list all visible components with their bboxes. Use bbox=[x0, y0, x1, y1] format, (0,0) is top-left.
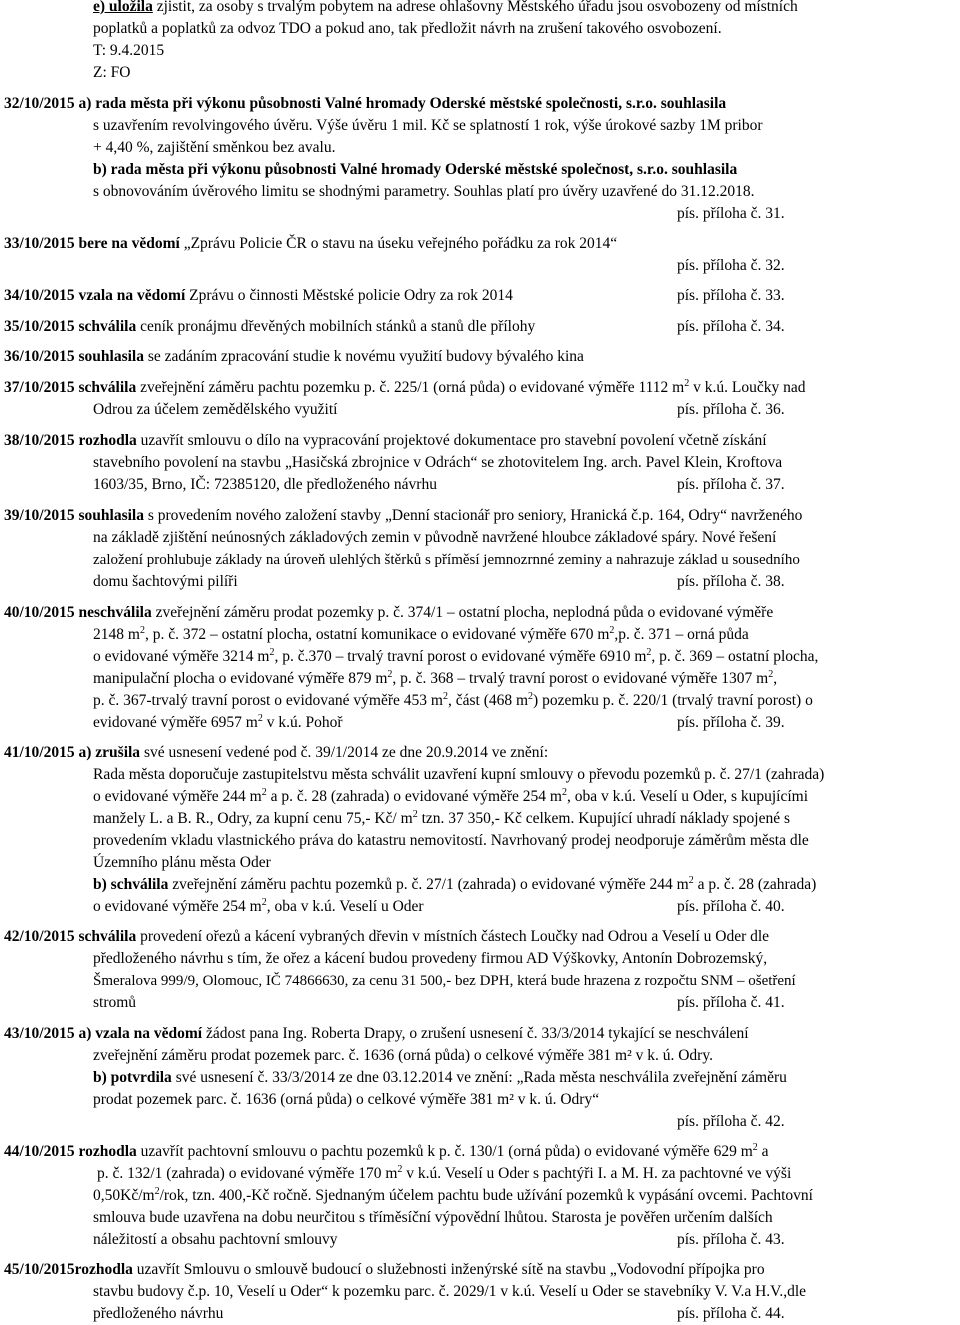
superscript: 2 bbox=[269, 646, 275, 658]
resolution-text: 2148 m bbox=[93, 626, 140, 643]
resolution-number: 43/10/2015 bbox=[4, 1025, 75, 1042]
resolution-text: provedení ořezů a kácení vybraných dřevin v místních částech Loučky nad Odrou a Veselí u Oder dle bbox=[136, 928, 770, 945]
resolution-text: žádost pana Ing. Roberta Drapy, o zrušení usnesení č. 33/3/2014 tykající se neschválení bbox=[202, 1025, 749, 1042]
resolution-32-line-3: + 4,40 %, zajištění směnkou bez avalu. bbox=[93, 139, 336, 156]
resolution-36 bbox=[4, 346, 584, 368]
superscript: 2 bbox=[442, 690, 448, 702]
resolution-40-line-4 bbox=[93, 668, 777, 690]
resolution-38-line-2: stavebního povolení na stavbu „Hasičská zbrojnice v Odrách“ se zhotovitelem Ing. arch. Pavel Klein, Kroftova bbox=[93, 454, 783, 471]
resolution-number: 42/10/2015 bbox=[4, 928, 75, 945]
attachment-ref: pís. příloha č. 43. bbox=[677, 1231, 785, 1248]
resolution-text: své usnesení č. 33/3/2014 ze dne 03.12.2014 ve znění: „Rada města neschválila zveřejnění záměru bbox=[171, 1069, 787, 1086]
resolution-41-quote-1: Rada města doporučuje zastupitelstvu města schválit uzavření kupní smlouvy o převodu pozemků p. č. 27/1 (zahrada) bbox=[93, 766, 825, 783]
resolution-number: 32/10/2015 bbox=[4, 95, 75, 112]
resolution-43-line-2: zveřejnění záměru prodat pozemek parc. č. 1636 (orná půda) o celkové výměře 381 m² v k. ú. Odry. bbox=[93, 1047, 713, 1064]
resolution-41-quote-5: Územního plánu města Oder bbox=[93, 854, 271, 871]
attachment-ref: pís. příloha č. 41. bbox=[677, 994, 785, 1011]
resolution-verb: souhlasila bbox=[78, 507, 144, 524]
superscript: 2 bbox=[646, 646, 652, 658]
resolution-43-line-4: prodat pozemek parc. č. 1636 (orná půda) o celkové výměře 381 m² v k. ú. Odry“ bbox=[93, 1091, 600, 1108]
resolution-43-line-3 bbox=[93, 1067, 787, 1089]
resolution-37-line-2: Odrou za účelem zemědělského využití bbox=[93, 401, 338, 418]
resolution-text: a p. č. 28 (zahrada) bbox=[693, 876, 817, 893]
resolution-40-line-3 bbox=[93, 646, 818, 668]
resolution-text: zveřejnění záměru pachtu pozemku p. č. 225/1 (orná půda) o evidované výměře 1112 m bbox=[136, 379, 685, 396]
intro-text: zjistit, za osoby s trvalým pobytem na adrese ohlašovny Městského úřadu jsou osvobozeny od místních bbox=[152, 0, 798, 15]
resolution-text: 0,50Kč/m bbox=[93, 1187, 155, 1204]
resolution-text: , p. č. 369 – ostatní plocha, bbox=[651, 648, 819, 665]
resolution-verb: neschválila bbox=[78, 604, 152, 621]
resolution-text: s provedením nového založení stavby „Denní stacionář pro seniory, Hranická č.p. 164, Odry“ navrženého bbox=[143, 507, 803, 524]
resolution-number: 36/10/2015 bbox=[4, 348, 75, 365]
resolution-verb: a) zrušila bbox=[74, 744, 141, 761]
resolution-43-line-1 bbox=[4, 1023, 749, 1045]
superscript: 2 bbox=[261, 896, 267, 908]
resolution-number: 35/10/2015 bbox=[4, 318, 75, 335]
superscript: 2 bbox=[139, 624, 145, 636]
resolution-verb: schválila bbox=[78, 318, 137, 335]
resolution-40-line-6 bbox=[93, 712, 343, 734]
resolution-text: a bbox=[757, 1143, 769, 1160]
resolution-text: uzavřít smlouvu o dílo na vypracování projektové dokumentace pro stavební povolení včetně získání bbox=[136, 432, 767, 449]
resolution-verb: souhlasila bbox=[78, 348, 144, 365]
attachment-ref: pís. příloha č. 39. bbox=[677, 714, 785, 731]
resolution-32-line-1 bbox=[4, 93, 726, 115]
resolution-text: o evidované výměře 244 m bbox=[93, 788, 262, 805]
resolution-39-line-3: založení prohlubuje základy na úroveň ulehlých štěrků s příměsí jemnozrnné zeminy a nahrazuje základ u sousedního bbox=[93, 552, 800, 568]
attachment-ref: pís. příloha č. 42. bbox=[677, 1113, 785, 1130]
resolution-text: a p. č. 28 (zahrada) o evidované výměře 254 m bbox=[266, 788, 562, 805]
resolution-33-line-1 bbox=[4, 233, 617, 255]
intro-line-2: poplatků a poplatků za odvoz TDO a pokud ano, tak předložit návrh na zrušení takového osvobození. bbox=[93, 20, 722, 37]
resolution-text: ceník pronájmu dřevěných mobilních stánků a stanů dle přílohy bbox=[136, 318, 536, 335]
resolution-text: /rok, tzn. 400,-Kč ročně. Sjednaným účelem pachtu bude užívání pozemků k vypásání ovcemi. Pachtovní bbox=[159, 1187, 813, 1204]
resolution-41-line-b1 bbox=[93, 874, 816, 896]
attachment-ref: pís. příloha č. 31. bbox=[677, 205, 785, 222]
resolution-number: 37/10/2015 bbox=[4, 379, 75, 396]
resolution-verb: schválila bbox=[78, 928, 137, 945]
superscript: 2 bbox=[561, 786, 567, 798]
resolution-39-line-4: domu šachtovými pilíři bbox=[93, 573, 238, 590]
resolution-38-line-3: 1603/35, Brno, IČ: 72385120, dle předloženého návrhu bbox=[93, 476, 437, 493]
resolution-text: evidované výměře 6957 m bbox=[93, 714, 258, 731]
resolution-text: ) pozemku p. č. 220/1 (trvalý travní porost) o bbox=[533, 692, 813, 709]
resolution-44-line-4: smlouva bude uzavřena na dobu neurčitou s tříměsíční výpovědní lhůtou. Starosta je pověřen určením dalších bbox=[93, 1209, 773, 1226]
resolution-number: 45/10/2015 bbox=[4, 1261, 75, 1278]
intro-line-1 bbox=[93, 0, 798, 18]
resolution-text: , p. č. 372 – ostatní plocha, ostatní komunikace o evidované výměře 670 m bbox=[144, 626, 610, 643]
resolution-verb: bere na vědomí bbox=[78, 235, 180, 252]
resolution-41-quote-2 bbox=[93, 786, 808, 808]
superscript: 2 bbox=[684, 377, 690, 389]
resolution-text: v k.ú. Pohoř bbox=[262, 714, 343, 731]
resolution-40-line-5 bbox=[93, 690, 813, 712]
resolution-verb: schválila bbox=[78, 379, 137, 396]
resolution-verb: vzala na vědomí bbox=[78, 287, 186, 304]
resolution-text: uzavřít pachtovní smlouvu o pachtu pozemků k p. č. 130/1 (orná půda) o evidované výměře 629 m bbox=[136, 1143, 753, 1160]
resolution-text: , část (468 m bbox=[447, 692, 529, 709]
resolution-text: Zprávu o činnosti Městské policie Odry za rok 2014 bbox=[185, 287, 513, 304]
resolution-number: 44/10/2015 bbox=[4, 1143, 75, 1160]
resolution-number: 33/10/2015 bbox=[4, 235, 75, 252]
resolution-verb: rozhodla bbox=[78, 432, 137, 449]
resolution-44-line-2 bbox=[97, 1163, 791, 1185]
resolution-number: 38/10/2015 bbox=[4, 432, 75, 449]
resolution-39-line-2: na základě zjištění neúnosných základových zemin v původně navržené hloubce základové spáry. Nové řešení bbox=[93, 529, 777, 546]
resolution-40-line-2 bbox=[93, 624, 749, 646]
attachment-ref: pís. příloha č. 32. bbox=[677, 257, 785, 274]
resolution-verb: b) schválila bbox=[93, 876, 169, 893]
resolution-text: p. č. 132/1 (zahrada) o evidované výměře 170 m bbox=[97, 1165, 398, 1182]
resolution-44-line-3 bbox=[93, 1185, 813, 1207]
resolution-32-line-5: s obnovováním úvěrového limitu se shodnými parametry. Souhlas platí pro úvěry uzavřené do 31.12.2018. bbox=[93, 183, 755, 200]
resolution-37-line-1 bbox=[4, 377, 805, 399]
resolution-verb: rozhodla bbox=[74, 1261, 133, 1278]
superscript: 2 bbox=[768, 668, 774, 680]
resolution-34 bbox=[4, 285, 513, 307]
superscript: 2 bbox=[752, 1141, 758, 1153]
resolution-45-line-1 bbox=[4, 1259, 765, 1281]
superscript: 2 bbox=[528, 690, 534, 702]
resolution-verb: rozhodla bbox=[78, 1143, 137, 1160]
attachment-ref: pís. příloha č. 36. bbox=[677, 401, 785, 418]
superscript: 2 bbox=[397, 1163, 403, 1175]
resolution-text: o evidované výměře 254 m bbox=[93, 898, 262, 915]
resolution-44-line-1 bbox=[4, 1141, 769, 1163]
resolution-42-line-2: předloženého návrhu s tím, že ořez a kácení budou provedeny firmou AD Výškovky, Antonín Dobrozemský, bbox=[93, 950, 768, 967]
superscript: 2 bbox=[688, 874, 694, 886]
resolution-42-line-3: Šmeralova 999/9, Olomouc, IČ 74866630, za cenu 31 500,- bez DPH, která bude hrazena z rozpočtu SNM – ošetření bbox=[93, 973, 796, 989]
resolution-text: p. č. 367-trvalý travní porost o evidované výměře 453 m bbox=[93, 692, 443, 709]
resolution-32-line-4: b) rada města při výkonu působnosti Valné hromady Oderské městské společnost, s.r.o. souhlasila bbox=[93, 161, 738, 178]
resolution-text: manžely L. a B. R., Odry, za kupní cenu 75,- Kč/ m bbox=[93, 810, 413, 827]
resolution-verb: a) vzala na vědomí bbox=[74, 1025, 203, 1042]
resolution-text: , p. č. 368 – trvalý travní porost o evidované výměře 1307 m bbox=[392, 670, 769, 687]
superscript: 2 bbox=[609, 624, 615, 636]
resolution-number: 34/10/2015 bbox=[4, 287, 75, 304]
resolution-41-line-1 bbox=[4, 742, 548, 764]
resolution-text: zveřejnění záměru pachtu pozemků p. č. 27/1 (zahrada) o evidované výměře 244 m bbox=[168, 876, 689, 893]
resolution-text: „Zprávu Policie ČR o stavu na úseku veřejného pořádku za rok 2014“ bbox=[179, 235, 618, 252]
resolution-text: zveřejnění záměru prodat pozemky p. č. 374/1 – ostatní plocha, neplodná půda o evidované výměře bbox=[151, 604, 774, 621]
attachment-ref: pís. příloha č. 34. bbox=[677, 318, 785, 335]
superscript: 2 bbox=[154, 1185, 160, 1197]
resolution-text: v k.ú. Veselí u Oder s pachtýři I. a M. H. za pachtovné ve výši bbox=[402, 1165, 792, 1182]
resolution-verb: b) potvrdila bbox=[93, 1069, 172, 1086]
resolution-45-line-3: předloženého návrhu bbox=[93, 1305, 224, 1322]
superscript: 2 bbox=[261, 786, 267, 798]
resolution-41-quote-4: provedením vkladu vlastnického práva do katastru nemovitostí. Navrhovaný prodej neodporuje záměrům města dle bbox=[93, 832, 809, 849]
resolution-41-line-b2 bbox=[93, 896, 424, 918]
resolution-number: 39/10/2015 bbox=[4, 507, 75, 524]
responsible: Z: FO bbox=[93, 64, 131, 81]
attachment-ref: pís. příloha č. 44. bbox=[677, 1305, 785, 1322]
resolution-text: své usnesení vedené pod č. 39/1/2014 ze dne 20.9.2014 ve znění: bbox=[140, 744, 549, 761]
attachment-ref: pís. příloha č. 37. bbox=[677, 476, 785, 493]
deadline: T: 9.4.2015 bbox=[93, 42, 165, 59]
attachment-ref: pís. příloha č. 40. bbox=[677, 898, 785, 915]
resolution-35 bbox=[4, 316, 535, 338]
resolution-42-line-1 bbox=[4, 926, 769, 948]
attachment-ref: pís. příloha č. 33. bbox=[677, 287, 785, 304]
resolution-text: , oba v k.ú. Veselí u Oder, s kupujícími bbox=[566, 788, 809, 805]
resolution-text: v k.ú. Loučky nad bbox=[689, 379, 806, 396]
resolution-text: ,p. č. 371 – orná půda bbox=[614, 626, 749, 643]
resolution-verb: e) uložila bbox=[93, 0, 153, 15]
resolution-text: o evidované výměře 3214 m bbox=[93, 648, 270, 665]
superscript: 2 bbox=[412, 808, 418, 820]
resolution-39-line-1 bbox=[4, 505, 802, 527]
resolution-text: manipulační plocha o evidované výměře 879 m bbox=[93, 670, 388, 687]
resolution-text: , bbox=[773, 670, 778, 687]
attachment-ref: pís. příloha č. 38. bbox=[677, 573, 785, 590]
superscript: 2 bbox=[257, 712, 263, 724]
resolution-number: 41/10/2015 bbox=[4, 744, 75, 761]
resolution-text: se zadáním zpracování studie k novému využití budovy bývalého kina bbox=[143, 348, 584, 365]
resolution-38-line-1 bbox=[4, 430, 767, 452]
resolution-45-line-2: stavbu budovy č.p. 10, Veselí u Oder“ k pozemku parc. č. 2029/1 v k.ú. Veselí u Oder se stavebníky V. V.a H.V.,dle bbox=[93, 1283, 807, 1300]
resolution-40-line-1 bbox=[4, 602, 773, 624]
resolution-text: , oba v k.ú. Veselí u Oder bbox=[266, 898, 424, 915]
resolution-text: tzn. 37 350,- Kč celkem. Kupující uhradí náklady spojené s bbox=[417, 810, 791, 827]
resolution-42-line-4: stromů bbox=[93, 994, 137, 1011]
resolution-text: , p. č.370 – trvalý travní porost o evidované výměře 6910 m bbox=[274, 648, 647, 665]
superscript: 2 bbox=[387, 668, 393, 680]
resolution-text: uzavřít Smlouvu o smlouvě budoucí o služebnosti inženýrské sítě na stavbu „Vodovodní přípojka pro bbox=[132, 1261, 765, 1278]
resolution-verb: a) rada města při výkonu působnosti Valné hromady Oderské městské společnosti, s.r.o. souhlasila bbox=[74, 95, 727, 112]
resolution-32-line-2: s uzavřením revolvingového úvěru. Výše úvěru 1 mil. Kč se splatností 1 rok, výše úrokové sazby 1M pribor bbox=[93, 117, 763, 134]
resolution-41-quote-3 bbox=[93, 808, 790, 830]
resolution-number: 40/10/2015 bbox=[4, 604, 75, 621]
resolution-44-line-5: náležitostí a obsahu pachtovní smlouvy bbox=[93, 1231, 338, 1248]
